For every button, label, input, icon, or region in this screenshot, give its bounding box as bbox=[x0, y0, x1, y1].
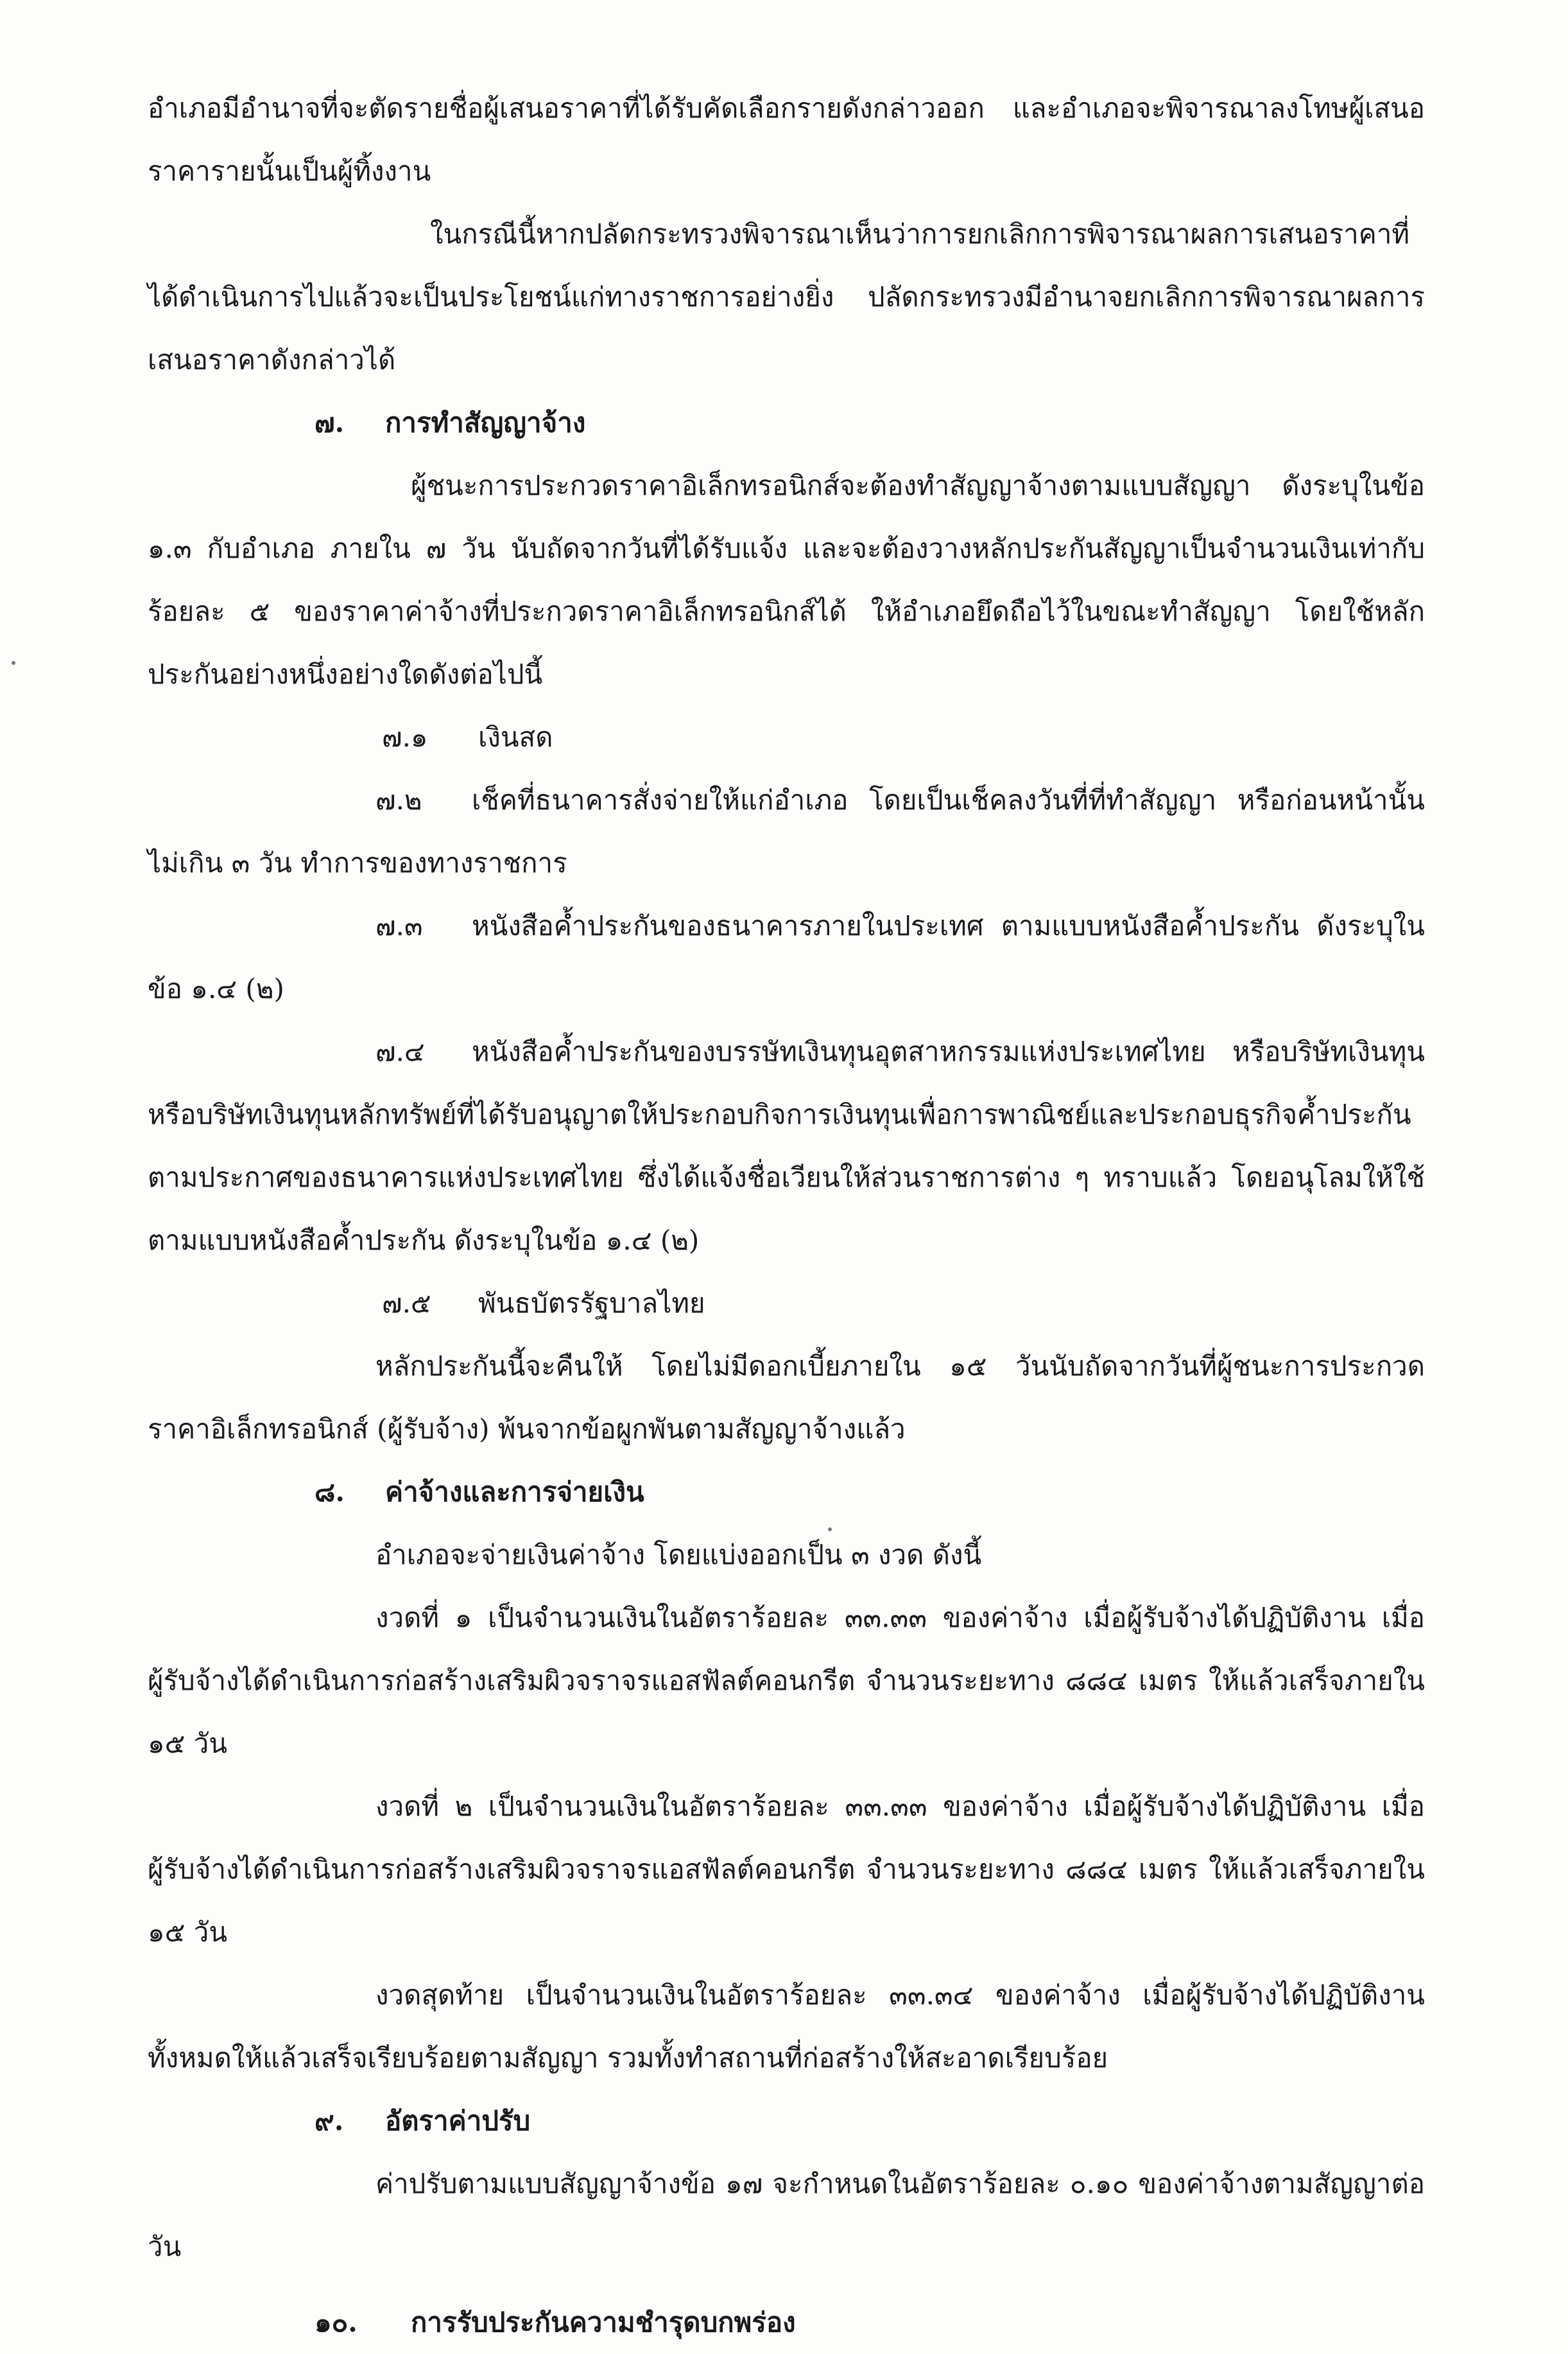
section-10-heading bbox=[314, 2291, 1425, 2354]
section-7-item-5 bbox=[382, 1272, 1425, 1335]
item-number: ๗.๔ bbox=[375, 1036, 425, 1067]
item-text: หนังสือค้ำประกันของธนาคารภายในประเทศ ตามแบบหนังสือค้ำประกัน ดังระบุในข้อ ๑.๔ (๒) bbox=[148, 910, 1425, 1004]
item-number: ๗.๑ bbox=[382, 721, 428, 753]
section-9-body: ค่าปรับตามแบบสัญญาจ้างข้อ ๑๗ จะกำหนดในอัตราร้อยละ ๐.๑๐ ของค่าจ้างตามสัญญาต่อวัน bbox=[148, 2168, 1425, 2262]
installment-2: งวดที่ ๒ เป็นจำนวนเงินในอัตราร้อยละ ๓๓.๓๓ ของค่าจ้าง เมื่อผู้รับจ้างได้ปฏิบัติงาน เมื่อผู้รับจ้างได้ดำเนินการก่อสร้างเสริมผิวจราจรแอสฟัลต์คอนกรีต จำนวนระยะทาง ๘๘๔ เมตร ให้แล้วเสร็จภายใน ๑๕ วัน bbox=[148, 1791, 1425, 1948]
section-9-title: อัตราค่าปรับ bbox=[385, 2105, 531, 2136]
section-7-item-2 bbox=[148, 769, 1425, 895]
document-page bbox=[148, 77, 1425, 2354]
scan-speck bbox=[828, 1527, 832, 1531]
section-7-title: การทำสัญญาจ้าง bbox=[385, 407, 586, 438]
section-8-number: ๘. bbox=[314, 1476, 345, 1508]
section-7-refund: หลักประกันนี้จะคืนให้ โดยไม่มีดอกเบี้ยภายใน ๑๕ วันนับถัดจากวันที่ผู้ชนะการประกวดราคาอิเล็กทรอนิกส์ (ผู้รับจ้าง) พ้นจากข้อผูกพันตามสัญญาจ้างแล้ว bbox=[148, 1350, 1425, 1445]
section-7-item-1 bbox=[382, 706, 1425, 769]
section-7-item-4 bbox=[148, 1020, 1425, 1272]
section-7-heading bbox=[314, 391, 1425, 454]
section-7-number: ๗. bbox=[314, 407, 345, 438]
section-8-heading bbox=[314, 1461, 1425, 1524]
item-text: พันธบัตรรัฐบาลไทย bbox=[478, 1287, 705, 1319]
section-7-item-3 bbox=[148, 895, 1425, 1020]
intro-paragraph-1: อำเภอมีอำนาจที่จะตัดรายชื่อผู้เสนอราคาที่ได้รับคัดเลือกรายดังกล่าวออก และอำเภอจะพิจารณาลงโทษผู้เสนอราคารายนั้นเป็นผู้ทิ้งงาน bbox=[148, 92, 1425, 187]
intro-paragraph-2: ในกรณีนี้หากปลัดกระทรวงพิจารณาเห็นว่าการยกเลิกการพิจารณาผลการเสนอราคาที่ได้ดำเนินการไปแล้วจะเป็นประโยชน์แก่ทางราชการอย่างยิ่ง ปลัดกระทรวงมีอำนาจยกเลิกการพิจารณาผลการเสนอราคาดังกล่าวได้ bbox=[148, 218, 1425, 375]
section-8-intro: อำเภอจะจ่ายเงินค่าจ้าง โดยแบ่งออกเป็น ๓ งวด ดังนี้ bbox=[375, 1539, 982, 1570]
section-10-number: ๑๐. bbox=[314, 2307, 358, 2338]
section-8-title: ค่าจ้างและการจ่ายเงิน bbox=[385, 1476, 644, 1508]
item-number: ๗.๒ bbox=[375, 784, 422, 816]
scan-speck bbox=[12, 661, 15, 665]
installment-1: งวดที่ ๑ เป็นจำนวนเงินในอัตราร้อยละ ๓๓.๓๓ ของค่าจ้าง เมื่อผู้รับจ้างได้ปฏิบัติงาน เมื่อผู้รับจ้างได้ดำเนินการก่อสร้างเสริมผิวจราจรแอสฟัลต์คอนกรีต จำนวนระยะทาง ๘๘๔ เมตร ให้แล้วเสร็จภายใน ๑๕ วัน bbox=[148, 1602, 1425, 1759]
item-number: ๗.๓ bbox=[375, 910, 423, 941]
section-9-heading bbox=[314, 2090, 1425, 2152]
section-9-number: ๙. bbox=[314, 2105, 344, 2136]
item-text: เช็คที่ธนาคารสั่งจ่ายให้แก่อำเภอ โดยเป็นเช็คลงวันที่ที่ทำสัญญา หรือก่อนหน้านั้น ไม่เกิน ๓ วัน ทำการของทางราชการ bbox=[148, 784, 1425, 879]
item-number: ๗.๕ bbox=[382, 1287, 431, 1319]
section-10-title: การรับประกันความชำรุดบกพร่อง bbox=[411, 2307, 796, 2338]
section-7-body: ผู้ชนะการประกวดราคาอิเล็กทรอนิกส์จะต้องทำสัญญาจ้างตามแบบสัญญา ดังระบุในข้อ ๑.๓ กับอำเภอ ภายใน ๗ วัน นับถัดจากวันที่ได้รับแจ้ง และจะต้องวางหลักประกันสัญญาเป็นจำนวนเงินเท่ากับร้อยละ ๕ ของราคาค่าจ้างที่ประกวดราคาอิเล็กทรอนิกส์ได้ ให้อำเภอยึดถือไว้ในขณะทำสัญญา โดยใช้หลักประกันอย่างหนึ่งอย่างใดดังต่อไปนี้ bbox=[148, 470, 1425, 690]
item-text: เงินสด bbox=[478, 721, 553, 753]
installment-final: งวดสุดท้าย เป็นจำนวนเงินในอัตราร้อยละ ๓๓.๓๔ ของค่าจ้าง เมื่อผู้รับจ้างได้ปฏิบัติงานทั้งหมดให้แล้วเสร็จเรียบร้อยตามสัญญา รวมทั้งทำสถานที่ก่อสร้างให้สะอาดเรียบร้อย bbox=[148, 1979, 1425, 2074]
item-text: หนังสือค้ำประกันของบรรษัทเงินทุนอุตสาหกรรมแห่งประเทศไทย หรือบริษัทเงินทุน หรือบริษัทเงินทุนหลักทรัพย์ที่ได้รับอนุญาตให้ประกอบกิจการเงินทุนเพื่อการพาณิชย์และประกอบธุรกิจค้ำประกัน ตามประกาศของธนาคารแห่งประเทศไทย ซึ่งได้แจ้งชื่อเวียนให้ส่วนราชการต่าง ๆ ทราบแล้ว โดยอนุโลมให้ใช้ตามแบบหนังสือค้ำประกัน ดังระบุในข้อ ๑.๔ (๒) bbox=[148, 1036, 1425, 1256]
